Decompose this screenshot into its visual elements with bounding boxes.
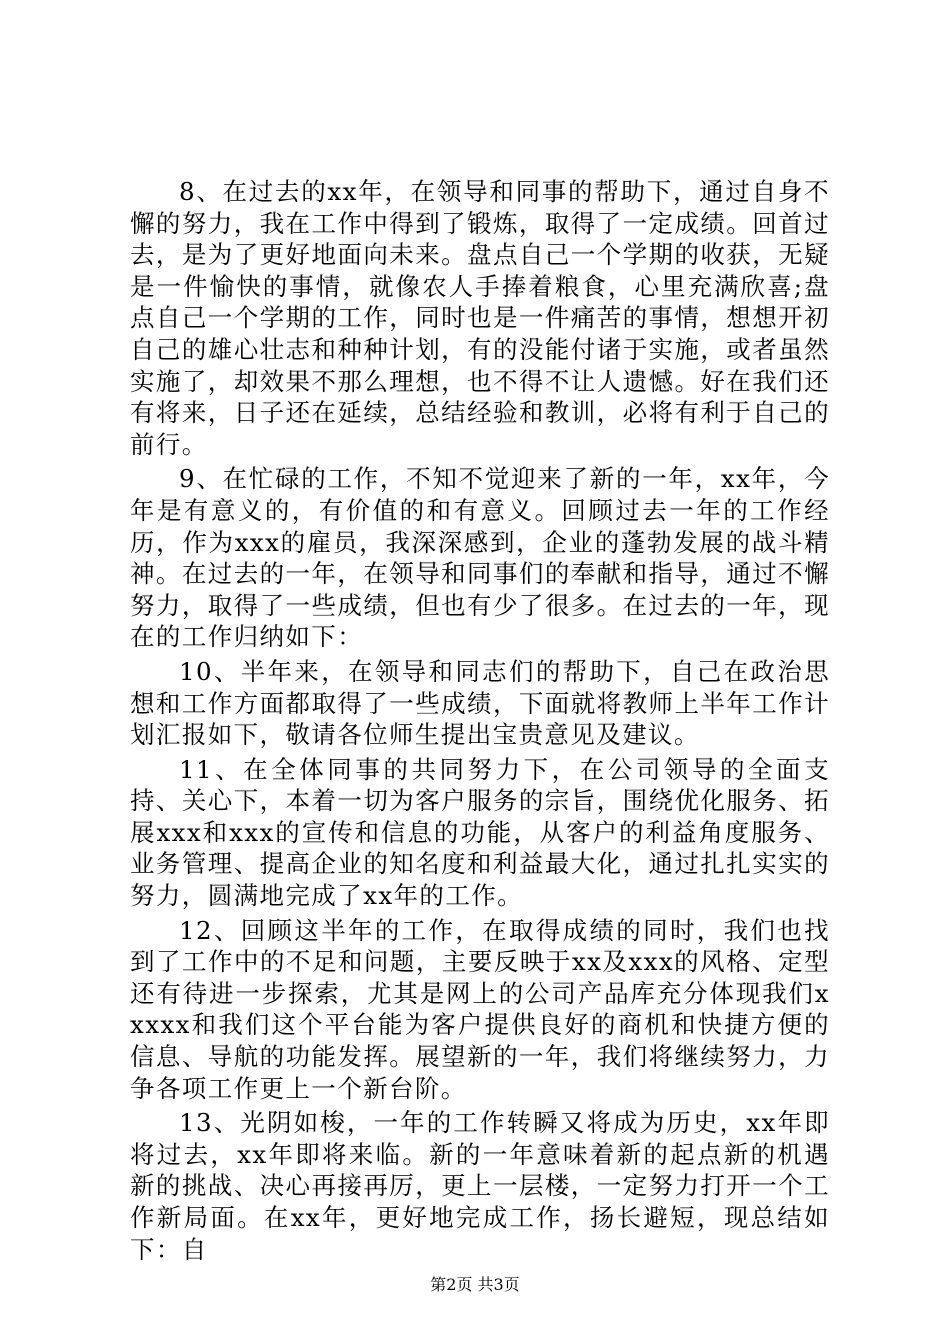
paragraph-13: 13、光阴如梭，一年的工作转瞬又将成为历史，xx年即将过去，xx年即将来临。新的一年意味着新的起点新的机遇新的挑战、决心再接再厉，更上一层楼，一定努力打开一个工作新局面。在xx年，更好地完成工作，扬长避短，现总结如下：自 [130,1108,830,1264]
page-footer: 第2页 共3页 [430,1275,520,1294]
paragraph-12: 12、回顾这半年的工作，在取得成绩的同时，我们也找到了工作中的不足和问题，主要反映于xx及xxx的风格、定型还有待进一步探索，尤其是网上的公司产品库充分体现我们xxxxx和我们这个平台能为客户提供良好的商机和快捷方便的信息、导航的功能发挥。展望新的一年，我们将继续努力，力争各项工作更上一个新台阶。 [130,915,830,1103]
paragraph-10: 10、半年来，在领导和同志们的帮助下，自己在政治思想和工作方面都取得了一些成绩，下面就将教师上半年工作计划汇报如下，敬请各位师生提出宝贵意见及建议。 [130,656,830,750]
paragraph-11: 11、在全体同事的共同努力下，在公司领导的全面支持、关心下，本着一切为客户服务的宗旨，围绕优化服务、拓展xxx和xxx的宣传和信息的功能，从客户的利益角度服务、业务管理、提高企业的知名度和利益最大化，通过扎扎实实的努力，圆满地完成了xx年的工作。 [130,754,830,911]
paragraph-9: 9、在忙碌的工作，不知不觉迎来了新的一年，xx年，今年是有意义的，有价值的和有意义。回顾过去一年的工作经历，作为xxx的雇员，我深深感到，企业的蓬勃发展的战斗精神。在过去的一年，在领导和同事们的奉献和指导，通过不懈努力，取得了一些成绩，但也有少了很多。在过去的一年，现在的工作归纳如下： [130,464,830,652]
paragraph-8: 8、在过去的xx年，在领导和同事的帮助下，通过自身不懈的努力，我在工作中得到了锻炼，取得了一定成绩。回首过去，是为了更好地面向未来。盘点自己一个学期的收获，无疑是一件愉快的事情，就像农人手捧着粮食，心里充满欣喜;盘点自己一个学期的工作，同时也是一件痛苦的事情，想想开初自己的雄心壮志和种种计划，有的没能付诸于实施，或者虽然实施了，却效果不那么理想，也不得不让人遗憾。好在我们还有将来，日子还在延续，总结经验和教训，必将有利于自己的前行。 [130,177,830,459]
document-body [130,176,830,1268]
